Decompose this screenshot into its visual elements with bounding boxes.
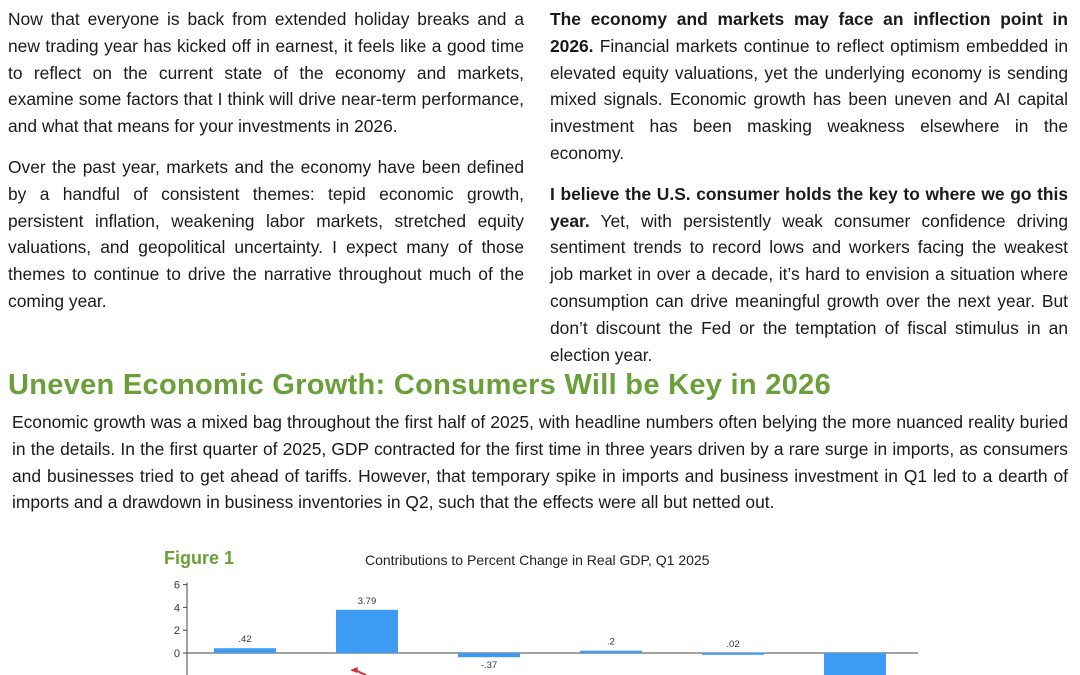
chart-title: Contributions to Percent Change in Real GDP, Q1 2025 [365,552,710,568]
bar-value-label: .2 [607,636,615,648]
bar [214,648,276,653]
y-tick-label: 4 [173,602,180,615]
bar-value-label: .42 [238,634,252,646]
bar-value-label: -.37 [480,660,498,672]
right-column [550,6,1068,382]
bar [336,610,398,653]
consumer-paragraph [550,181,1068,369]
gdp-contributions-chart [150,572,930,675]
consumer-lead: I believe the U.S. consumer holds the key to where we go this year. [550,183,1068,231]
bar [824,653,886,675]
annotation-arrow-head [350,667,358,673]
bar-value-label: .02 [726,638,740,650]
figure-label: Figure 1 [164,548,235,568]
y-tick-label: 2 [173,625,180,638]
intro-paragraph: Now that everyone is back from extended holiday breaks and a new trading year has kicked off in earnest, it feels like a good time to reflect on the current state of the economy and markets, examine some factors that I think will drive near-term performance, and what that means for your investments in 2026. [8,9,524,137]
bar [580,651,642,653]
y-tick-label: 6 [173,579,180,592]
inflection-lead: The economy and markets may face an inflection point in 2026. [550,9,1068,56]
bar [702,653,764,655]
inflection-body: Financial markets continue to reflect optimism embedded in elevated equity valuations, yet the underlying economy is sending mixed signals. Economic growth has been uneven and AI capital investment has been masking weakness elsewhere in the economy. [550,35,1068,163]
bar [458,653,520,657]
consumer-body: Yet, with persistently weak consumer confidence driving sentiment trends to record lows and workers facing the weakest job market in over a decade, it’s hard to envision a situation where consumption can drive meaningful growth over the next year. But don’t discount the Fed or the temptation of fiscal stimulus in an election year. [550,210,1068,365]
section-paragraph: Economic growth was a mixed bag throughout the first half of 2025, with headline numbers often belying the more nuanced reality buried in the details. In the first quarter of 2025, GDP contracted for the first time in three years driven by a rare surge in imports, as consumers and businesses tried to get ahead of tariffs. However, that temporary spike in imports and business investment in Q1 led to a dearth of imports and a drawdown in business inventories in Q2, such that the effects were all but netted out. [12,412,1068,513]
themes-paragraph: Over the past year, markets and the economy have been defined by a handful of consistent themes: tepid economic growth, persistent inflation, weakening labor markets, stretched equity valuations, and geopolitical uncertainty. I expect many of those themes to continue to drive the narrative throughout much of the coming year. [8,156,524,311]
y-tick-label: 0 [173,648,180,660]
left-column [8,6,524,329]
bar-value-label: 3.79 [357,595,377,607]
inflection-paragraph [550,6,1068,167]
section-heading: Uneven Economic Growth: Consumers Will be Key in 2026 [8,369,831,401]
